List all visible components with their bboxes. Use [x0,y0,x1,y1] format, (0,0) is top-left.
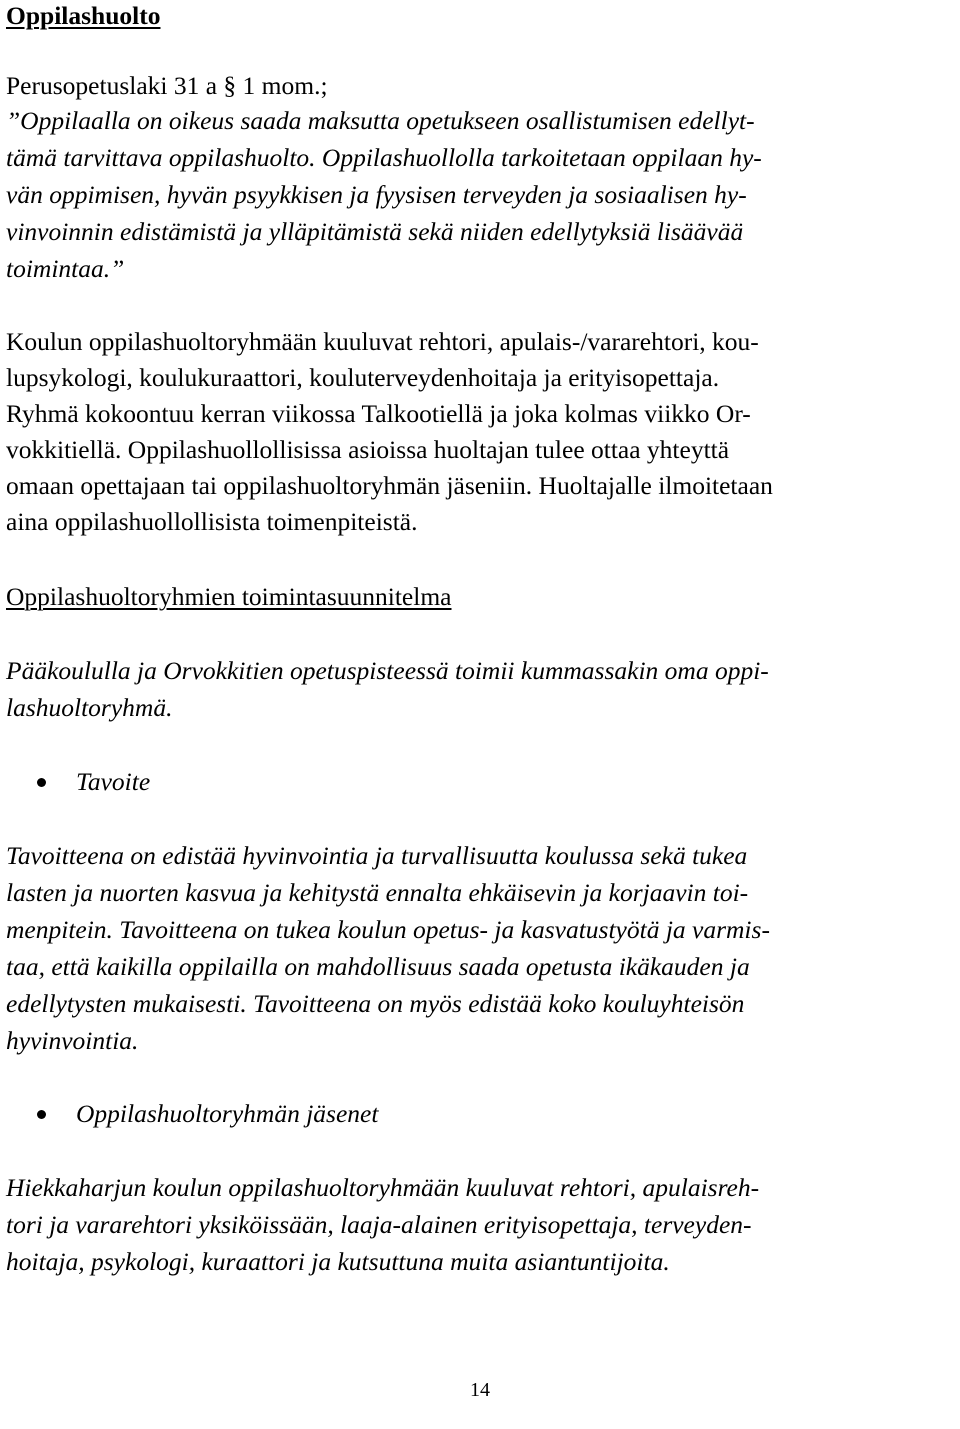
paragraph-line: omaan opettajaan tai oppilashuoltoryhmän jäseniin. Huoltajalle ilmoitetaan [6,471,773,500]
paragraph-line: aina oppilashuollollisista toimenpiteistä. [6,507,418,536]
paragraph-line: vokkitiellä. Oppilashuollollisissa asioissa huoltajan tulee ottaa yhteyttä [6,435,730,464]
law-quote-line: vinvoinnin edistämistä ja ylläpitämistä sekä niiden edellytyksiä lisäävää [6,217,744,246]
section-line: menpitein. Tavoitteena on tukea koulun opetus- ja kasvatustyötä ja varmis- [6,915,770,944]
plan-intro-line: lashuoltoryhmä. [6,693,173,722]
paragraph-line: Koulun oppilashuoltoryhmään kuuluvat rehtori, apulais-/vararehtori, kou- [6,327,759,356]
law-quote-line: vän oppimisen, hyvän psyykkisen ja fyysisen terveyden ja sosiaalisen hy- [6,180,747,209]
law-reference: Perusopetuslaki 31 a § 1 mom.; [6,71,328,100]
section-line: lasten ja nuorten kasvua ja kehitystä ennalta ehkäisevin ja korjaavin toi- [6,878,749,907]
law-quote-line: tämä tarvittava oppilashuolto. Oppilashuollolla tarkoitetaan oppilaan hy- [6,143,762,172]
plan-intro-line: Pääkoululla ja Orvokkitien opetuspisteessä toimii kummassakin oma oppi- [6,656,769,685]
law-quote-line: ”Oppilaalla on oikeus saada maksutta opetukseen osallistumisen edellyt- [6,106,755,135]
section-line: edellytysten mukaisesti. Tavoitteena on myös edistää koko kouluyhteisön [6,989,745,1018]
law-quote-line: toimintaa.” [6,254,125,283]
section-bullet-title: Tavoite [76,767,151,796]
bullet-icon [37,778,46,787]
section-line: tori ja vararehtori yksiköissään, laaja-alainen erityisopettaja, terveyden- [6,1210,752,1239]
section-line: Tavoitteena on edistää hyvinvointia ja turvallisuutta koulussa sekä tukea [6,841,748,870]
section-line: Hiekkaharjun koulun oppilashuoltoryhmään kuuluvat rehtori, apulaisreh- [6,1173,760,1202]
section-bullet-title: Oppilashuoltoryhmän jäsenet [76,1099,379,1128]
page-number: 14 [470,1379,490,1401]
page-heading: Oppilashuolto [6,1,161,30]
bullet-icon [37,1110,46,1119]
paragraph-line: Ryhmä kokoontuu kerran viikossa Talkootiellä ja joka kolmas viikko Or- [6,399,751,428]
section-line: hyvinvointia. [6,1026,139,1055]
section-line: taa, että kaikilla oppilailla on mahdollisuus saada opetusta ikäkauden ja [6,952,750,981]
paragraph-line: lupsykologi, koulukuraattori, kouluterveydenhoitaja ja erityisopettaja. [6,363,720,392]
section-line: hoitaja, psykologi, kuraattori ja kutsuttuna muita asiantuntijoita. [6,1247,670,1276]
plan-heading: Oppilashuoltoryhmien toimintasuunnitelma [6,582,452,611]
